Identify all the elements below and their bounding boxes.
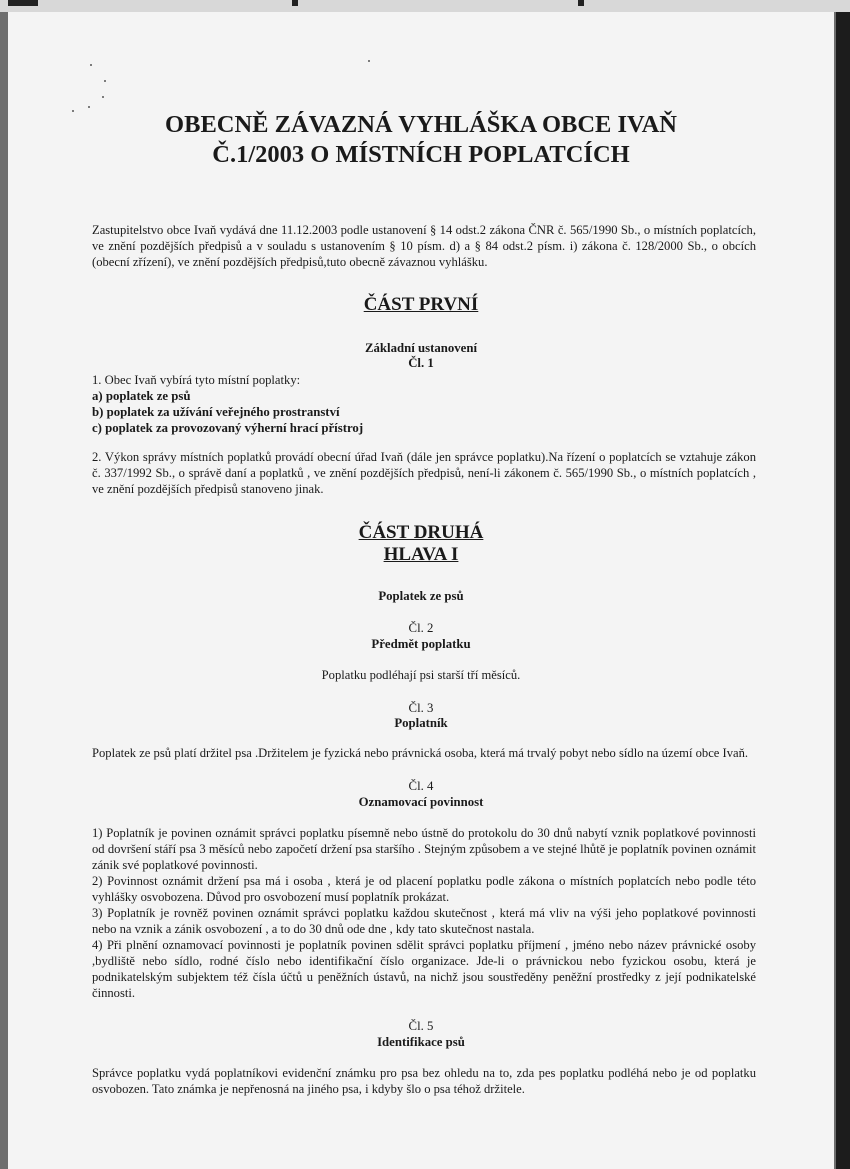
scan-speck: [88, 106, 90, 108]
article-2-title: Předmět poplatku: [371, 637, 471, 651]
article-2-text: Poplatku podléhají psi starší tří měsíců.: [321, 668, 521, 682]
part2-heading: ČÁST DRUHÁ: [358, 522, 484, 543]
fee-item-dogs: a) poplatek ze psů: [92, 389, 191, 403]
article-1-para2: 2. Výkon správy místních poplatků provádí obecní úřad Ivaň (dále jen správce poplatku).Na řízení o poplatcích se vztahuje zákon č. 337/1992 Sb., o správě daní a poplatků , ve znění pozdějších předpisů, není-li zákonem č. 565/1990 Sb., o místních poplatcích , ve znění pozdějších předpisů stanoveno jinak.: [92, 450, 756, 496]
article-2-number: Čl. 2: [408, 621, 434, 635]
fee-item-gaming-machine: c) poplatek za provozovaný výherní hrací přístroj: [92, 421, 364, 435]
article-1-para1: 1. Obec Ivaň vybírá tyto místní poplatky:: [92, 373, 301, 387]
chapter-1-heading: HLAVA I: [383, 544, 459, 565]
article-4-para4: 4) Při plnění oznamovací povinnosti je poplatník povinen sdělit správci poplatku příjmení , jméno nebo název právnické osoby ,bydliště nebo sídlo, rodné číslo nebo identifikační číslo organizace. Jde-li o právnickou nebo fyzickou osobu, která je podnikatelským subjektem též čísla účtů u peněžních ústavů, na nichž jsou soustředěny peněžní prostředky z její podnikatelské činnosti.: [92, 938, 756, 1000]
scan-mark: [578, 0, 584, 6]
scan-right-edge: [836, 12, 850, 1169]
article-3-text: Poplatek ze psů platí držitel psa .Držitelem je fyzická nebo právnická osoba, která má trvalý pobyt nebo sídlo na území obce Ivaň.: [92, 746, 749, 760]
article-4-body: [92, 825, 756, 1001]
article-5-number: Čl. 5: [408, 1019, 434, 1033]
scan-mark: [292, 0, 298, 6]
scan-mark: [8, 0, 38, 6]
article-4-title: Oznamovací povinnost: [358, 795, 484, 809]
article-4-number: Čl. 4: [408, 779, 434, 793]
scan-speck: [368, 60, 370, 62]
part1-heading: ČÁST PRVNÍ: [363, 294, 479, 315]
article-1-body: [92, 372, 756, 436]
intro-paragraph: Zastupitelstvo obce Ivaň vydává dne 11.12.2003 podle ustanovení § 14 odst.2 zákona ČNR č. 565/1990 Sb., o místních poplatcích, ve znění pozdějších předpisů a v souladu s ustanovením § 10 písm. d) a § 84 odst.2 písm. i) zákona č. 128/2000 Sb., o obcích (obecní zřízení), ve znění pozdějších předpisů,tuto obecně závaznou vyhlášku.: [92, 223, 756, 269]
article-1-number: Čl. 1: [408, 356, 434, 370]
part1-subheading: Základní ustanovení: [364, 341, 478, 355]
scan-speck: [104, 80, 106, 82]
article-4-para2: 2) Povinnost oznámit držení psa má i osoba , která je od placení poplatku podle zákona o místních poplatcích nebo podle této vyhlášky osvobozena. Důvod pro osvobození musí poplatník prokázat.: [92, 874, 756, 904]
chapter-1-title: Poplatek ze psů: [378, 589, 464, 603]
article-4-para1: 1) Poplatník je povinen oznámit správci poplatku písemně nebo ústně do protokolu do 30 dnů nabytí vznik poplatkové povinnosti od dovršení stáří psa 3 měsíců nebo započetí držení psa staršího . Stejným způsobem a ve stejné lhůtě je poplatník povinen oznámit zánik své poplatkové povinnosti.: [92, 826, 756, 872]
article-3-number: Čl. 3: [408, 701, 434, 715]
scan-top-strip: [0, 0, 850, 12]
scan-speck: [102, 96, 104, 98]
scan-speck: [90, 64, 92, 66]
fee-item-public-space: b) poplatek za užívání veřejného prostranství: [92, 405, 340, 419]
article-4-para3: 3) Poplatník je rovněž povinen oznámit správci poplatku každou skutečnost , která má vliv na výši jeho poplatkové povinnosti nebo na vznik a zánik osvobození , a to do 30 dnů ode dne , kdy tato skutečnost nastala.: [92, 906, 756, 936]
article-5-text: Správce poplatku vydá poplatníkovi evidenční známku pro psa bez ohledu na to, zda pes poplatku podléhá nebo je od poplatku osvobozen. Tato známka je nepřenosná na jiného psa, i kdyby šlo o psa téhož držitele.: [92, 1066, 756, 1096]
document-title-line1: OBECNĚ ZÁVAZNÁ VYHLÁŠKA OBCE IVAŇ: [165, 111, 677, 138]
document-title-line2: Č.1/2003 O MÍSTNÍCH POPLATCÍCH: [212, 141, 630, 168]
document-page: [8, 12, 834, 1169]
article-5-title: Identifikace psů: [377, 1035, 465, 1049]
article-3-title: Poplatník: [394, 716, 448, 730]
